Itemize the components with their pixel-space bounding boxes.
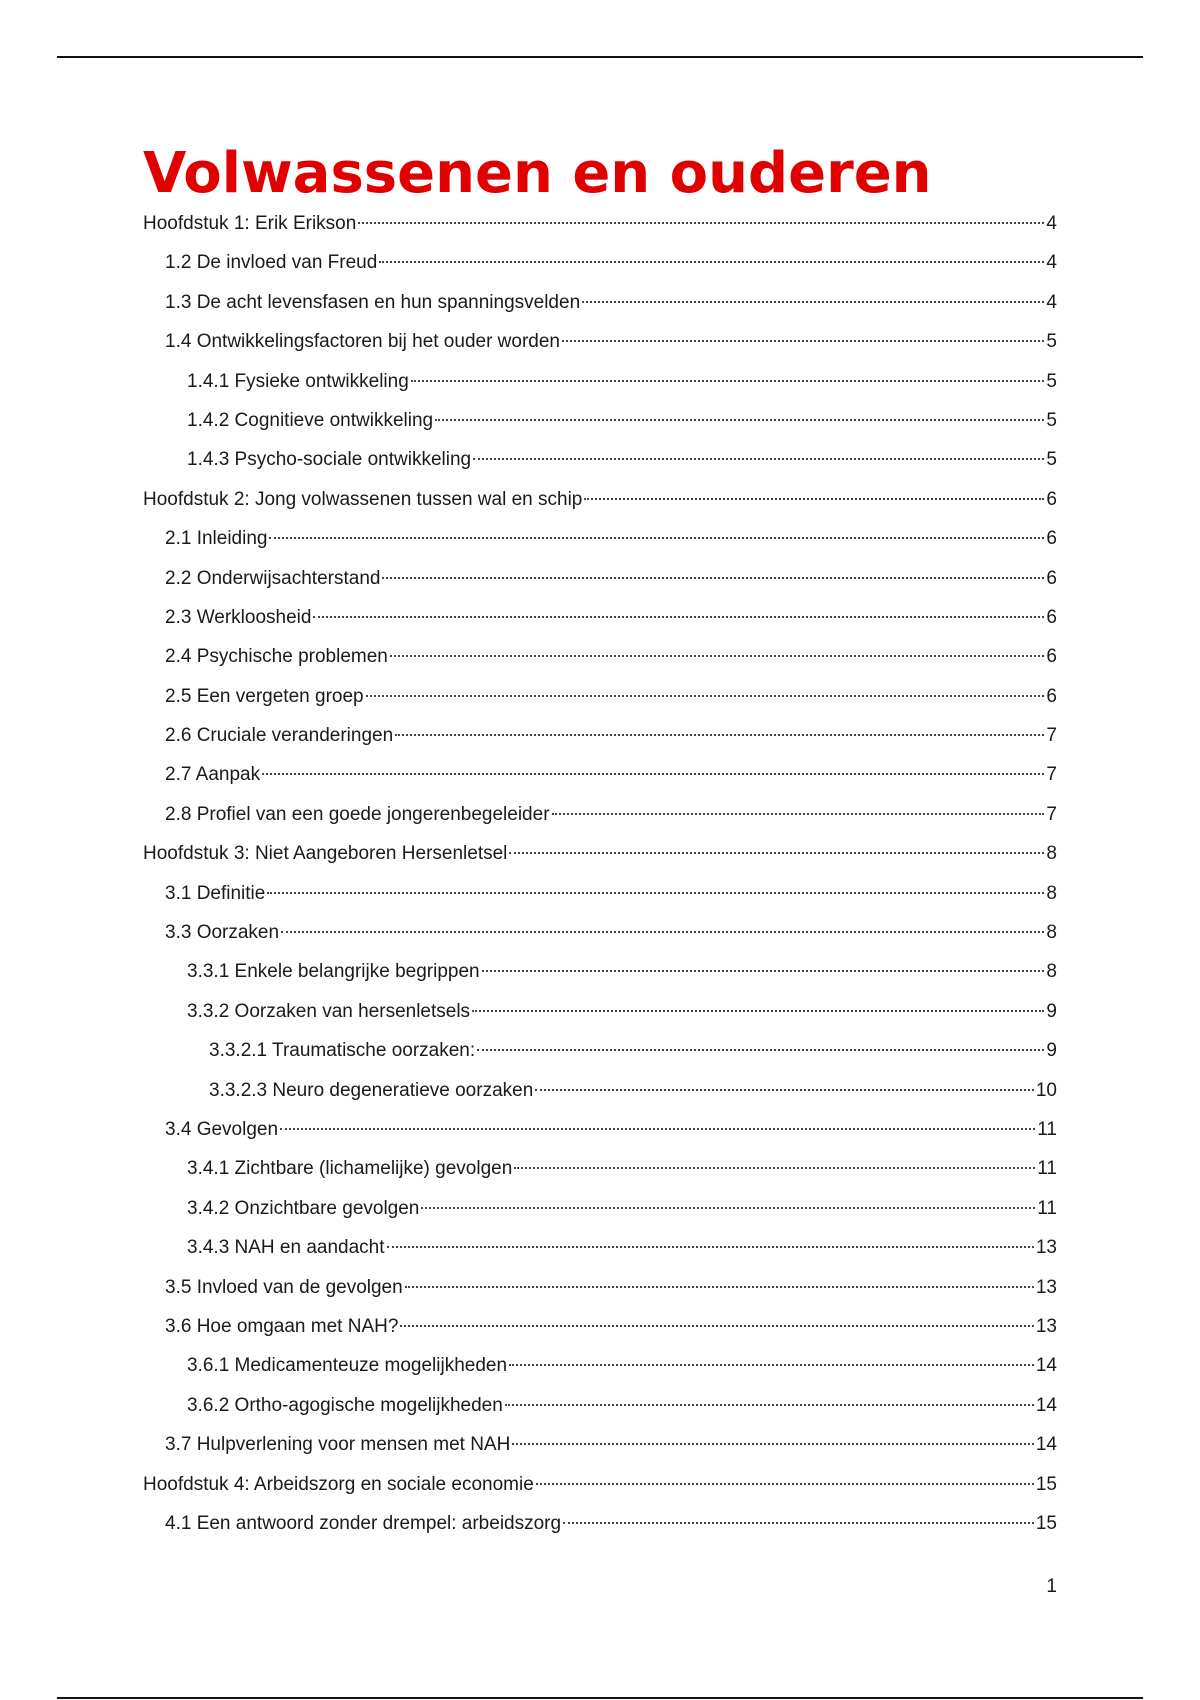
- toc-entry-title: 2.3 Werkloosheid: [165, 606, 312, 628]
- toc-entry[interactable]: [143, 1389, 1057, 1428]
- toc-dot-leader: [514, 1167, 1035, 1169]
- toc-entry-page: 9: [1046, 1040, 1057, 1062]
- toc-entry-page: 5: [1046, 331, 1057, 353]
- toc-entry-title: 2.2 Onderwijsachterstand: [165, 567, 381, 589]
- toc-entry-page: 11: [1037, 1118, 1057, 1140]
- toc-entry[interactable]: [143, 1507, 1057, 1546]
- toc-entry-title: 1.2 De invloed van Freud: [165, 252, 378, 274]
- document-title: Volwassenen en ouderen: [143, 141, 932, 206]
- toc-entry-page: 4: [1046, 291, 1057, 313]
- toc-entry[interactable]: [143, 758, 1057, 797]
- toc-entry-page: 14: [1035, 1394, 1057, 1416]
- toc-entry-page: 13: [1035, 1237, 1057, 1259]
- toc-entry-page: 11: [1037, 1197, 1057, 1219]
- toc-entry[interactable]: [143, 680, 1057, 719]
- toc-entry[interactable]: [143, 1310, 1057, 1349]
- page-number: 1: [1046, 1576, 1057, 1597]
- toc-entry-title: 3.4 Gevolgen: [165, 1118, 279, 1140]
- toc-entry[interactable]: [143, 207, 1057, 246]
- toc-entry[interactable]: [143, 365, 1057, 404]
- toc-entry-page: 8: [1046, 882, 1057, 904]
- toc-entry[interactable]: [143, 246, 1057, 285]
- toc-entry[interactable]: [143, 562, 1057, 601]
- toc-entry-title: 4.1 Een antwoord zonder drempel: arbeidszorg: [165, 1512, 562, 1534]
- toc-entry[interactable]: [143, 1428, 1057, 1467]
- toc-entry[interactable]: [143, 483, 1057, 522]
- toc-dot-leader: [281, 931, 1044, 933]
- toc-entry[interactable]: [143, 522, 1057, 561]
- toc-entry[interactable]: [143, 404, 1057, 443]
- toc-dot-leader: [562, 340, 1044, 342]
- toc-entry[interactable]: [143, 1271, 1057, 1310]
- toc-entry-page: 14: [1035, 1434, 1057, 1456]
- toc-dot-leader: [262, 773, 1044, 775]
- toc-entry-title: 3.6 Hoe omgaan met NAH?: [165, 1315, 399, 1337]
- toc-entry-title: 3.7 Hulpverlening voor mensen met NAH: [165, 1434, 511, 1456]
- toc-entry[interactable]: [143, 1152, 1057, 1191]
- toc-entry-title: 3.6.2 Ortho-agogische mogelijkheden: [187, 1394, 503, 1416]
- toc-dot-leader: [280, 1128, 1035, 1130]
- toc-entry-page: 6: [1046, 528, 1057, 550]
- toc-dot-leader: [387, 1246, 1034, 1248]
- toc-entry-page: 5: [1046, 370, 1057, 392]
- toc-entry-title: 1.4.3 Psycho-sociale ontwikkeling: [187, 449, 472, 471]
- toc-dot-leader: [472, 1010, 1044, 1012]
- toc-entry[interactable]: [143, 1349, 1057, 1388]
- toc-entry[interactable]: [143, 1074, 1057, 1113]
- toc-entry-title: 2.1 Inleiding: [165, 528, 268, 550]
- toc-entry[interactable]: [143, 1034, 1057, 1073]
- toc-entry-page: 7: [1046, 764, 1057, 786]
- toc-entry-title: 3.6.1 Medicamenteuze mogelijkheden: [187, 1355, 508, 1377]
- toc-entry-page: 8: [1046, 961, 1057, 983]
- toc-entry[interactable]: [143, 995, 1057, 1034]
- toc-entry-title: 1.4 Ontwikkelingsfactoren bij het ouder worden: [165, 331, 561, 353]
- toc-entry[interactable]: [143, 798, 1057, 837]
- toc-dot-leader: [400, 1325, 1033, 1327]
- toc-entry-page: 15: [1035, 1512, 1057, 1534]
- toc-entry-title: 2.7 Aanpak: [165, 764, 261, 786]
- toc-entry-page: 4: [1046, 213, 1057, 234]
- toc-entry[interactable]: [143, 443, 1057, 482]
- toc-entry-title: 3.3.2.1 Traumatische oorzaken:: [209, 1040, 476, 1062]
- toc-entry[interactable]: [143, 286, 1057, 325]
- toc-entry-page: 11: [1037, 1158, 1057, 1180]
- toc-dot-leader: [512, 1443, 1034, 1445]
- toc-entry-title: 3.3.2 Oorzaken van hersenletsels: [187, 1000, 471, 1022]
- toc-entry-page: 13: [1035, 1315, 1057, 1337]
- toc-entry-title: 1.4.2 Cognitieve ontwikkeling: [187, 409, 434, 431]
- toc-entry-page: 8: [1046, 843, 1057, 865]
- toc-entry-page: 7: [1046, 725, 1057, 747]
- toc-entry[interactable]: [143, 1468, 1057, 1507]
- toc-entry-title: 3.4.3 NAH en aandacht: [187, 1237, 385, 1259]
- toc-entry-page: 10: [1035, 1079, 1057, 1101]
- toc-entry-page: 6: [1046, 567, 1057, 589]
- bottom-rule: [57, 1697, 1143, 1699]
- toc-dot-leader: [563, 1522, 1034, 1524]
- toc-dot-leader: [313, 616, 1044, 618]
- toc-dot-leader: [395, 734, 1044, 736]
- toc-dot-leader: [473, 458, 1044, 460]
- toc-entry-title: 3.3.2.3 Neuro degeneratieve oorzaken: [209, 1079, 534, 1101]
- toc-entry-title: Hoofdstuk 3: Niet Aangeboren Hersenletsel: [143, 843, 508, 865]
- toc-entry-page: 14: [1035, 1355, 1057, 1377]
- toc-entry-page: 9: [1046, 1000, 1057, 1022]
- toc-entry-page: 5: [1046, 409, 1057, 431]
- toc-dot-leader: [535, 1089, 1034, 1091]
- toc-entry-title: 3.5 Invloed van de gevolgen: [165, 1276, 403, 1298]
- toc-entry-title: 3.1 Definitie: [165, 882, 266, 904]
- toc-entry[interactable]: [143, 955, 1057, 994]
- toc-dot-leader: [382, 577, 1044, 579]
- toc-dot-leader: [411, 380, 1045, 382]
- toc-dot-leader: [509, 852, 1044, 854]
- toc-dot-leader: [509, 1364, 1034, 1366]
- toc-entry-page: 8: [1046, 922, 1057, 944]
- toc-entry-page: 13: [1035, 1276, 1057, 1298]
- toc-dot-leader: [482, 970, 1045, 972]
- toc-entry-page: 4: [1046, 252, 1057, 274]
- toc-entry[interactable]: [143, 1192, 1057, 1231]
- toc-entry-page: 15: [1035, 1473, 1057, 1495]
- toc-dot-leader: [379, 261, 1044, 263]
- toc-dot-leader: [435, 419, 1044, 421]
- toc-entry[interactable]: [143, 1231, 1057, 1270]
- toc-dot-leader: [536, 1483, 1034, 1485]
- toc-dot-leader: [366, 695, 1045, 697]
- toc-dot-leader: [552, 813, 1045, 815]
- toc-dot-leader: [421, 1207, 1035, 1209]
- toc-entry-title: 1.3 De acht levensfasen en hun spanningsvelden: [165, 291, 581, 313]
- table-of-contents: [143, 207, 1057, 1546]
- toc-entry[interactable]: [143, 325, 1057, 364]
- toc-entry-title: 2.8 Profiel van een goede jongerenbegeleider: [165, 803, 550, 825]
- toc-entry-title: Hoofdstuk 2: Jong volwassenen tussen wal en schip: [143, 488, 583, 510]
- toc-dot-leader: [269, 537, 1044, 539]
- toc-entry[interactable]: [143, 601, 1057, 640]
- toc-entry-page: 6: [1046, 646, 1057, 668]
- toc-dot-leader: [267, 892, 1044, 894]
- toc-entry-title: 3.4.1 Zichtbare (lichamelijke) gevolgen: [187, 1158, 513, 1180]
- toc-entry[interactable]: [143, 837, 1057, 876]
- toc-entry-title: 3.4.2 Onzichtbare gevolgen: [187, 1197, 420, 1219]
- toc-dot-leader: [584, 498, 1044, 500]
- toc-entry[interactable]: [143, 877, 1057, 916]
- toc-entry-page: 6: [1046, 488, 1057, 510]
- toc-entry-title: 1.4.1 Fysieke ontwikkeling: [187, 370, 409, 392]
- toc-entry[interactable]: [143, 640, 1057, 679]
- toc-entry-title: Hoofdstuk 1: Erik Erikson: [143, 213, 357, 234]
- toc-dot-leader: [390, 655, 1045, 657]
- toc-entry-title: 2.6 Cruciale veranderingen: [165, 725, 394, 747]
- toc-entry[interactable]: [143, 719, 1057, 758]
- toc-entry[interactable]: [143, 1113, 1057, 1152]
- toc-entry-title: 3.3.1 Enkele belangrijke begrippen: [187, 961, 480, 983]
- toc-entry-title: 2.5 Een vergeten groep: [165, 685, 364, 707]
- toc-dot-leader: [358, 222, 1044, 224]
- toc-entry-title: Hoofdstuk 4: Arbeidszorg en sociale economie: [143, 1473, 534, 1495]
- toc-dot-leader: [405, 1286, 1034, 1288]
- toc-entry-title: 3.3 Oorzaken: [165, 922, 280, 944]
- toc-entry-page: 6: [1046, 685, 1057, 707]
- toc-entry-title: 2.4 Psychische problemen: [165, 646, 388, 668]
- toc-entry[interactable]: [143, 916, 1057, 955]
- toc-dot-leader: [477, 1049, 1044, 1051]
- toc-dot-leader: [582, 301, 1044, 303]
- toc-dot-leader: [505, 1404, 1034, 1406]
- toc-entry-page: 6: [1046, 606, 1057, 628]
- toc-entry-page: 7: [1046, 803, 1057, 825]
- toc-entry-page: 5: [1046, 449, 1057, 471]
